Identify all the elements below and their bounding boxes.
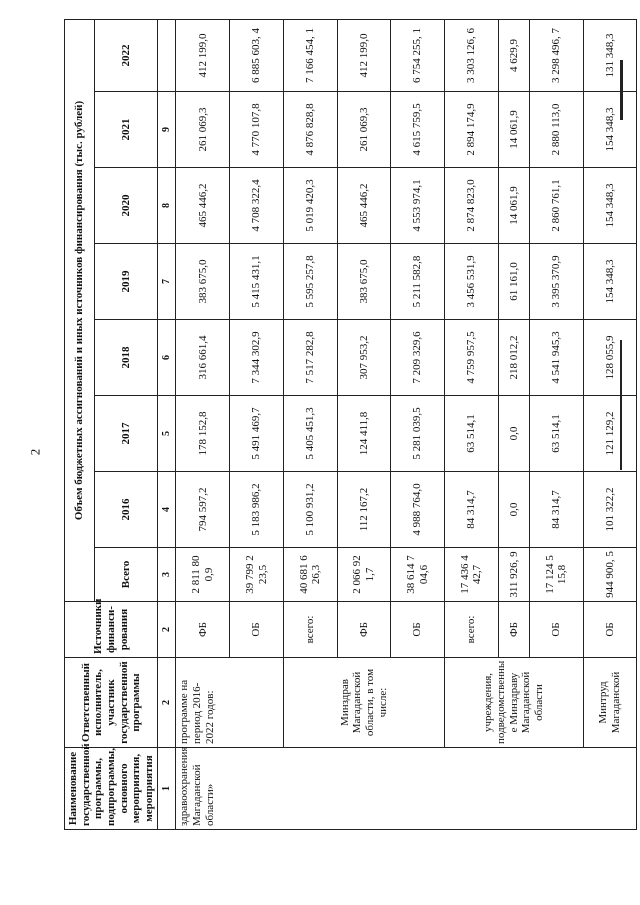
- value-cell: 4 708 322,4: [230, 168, 284, 244]
- total-cell: 2 811 80 0,9: [176, 548, 230, 602]
- total-cell: 17 124 5 15,8: [529, 548, 583, 602]
- header-year: 2016: [95, 472, 158, 548]
- value-cell: 5 019 420,3: [283, 168, 337, 244]
- table-row: [583, 19, 637, 829]
- value-cell: 121 129,2: [583, 396, 637, 472]
- value-cell: 128 055,9: [583, 320, 637, 396]
- header-executor: Ответственный исполнитель, участник государственной программы: [65, 658, 158, 748]
- colnum: 1: [158, 748, 176, 830]
- table-row: [283, 19, 337, 829]
- value-cell: 412 199,0: [337, 19, 391, 91]
- source-cell: всего:: [445, 602, 499, 658]
- colnum: 2: [158, 658, 176, 748]
- value-cell: 154 348,3: [583, 92, 637, 168]
- header-year: 2020: [95, 168, 158, 244]
- value-cell: 5 595 257,8: [283, 244, 337, 320]
- header-year: 2018: [95, 320, 158, 396]
- value-cell: 5 211 582,8: [391, 244, 445, 320]
- value-cell: 465 446,2: [337, 168, 391, 244]
- value-cell: 4 770 107,8: [230, 92, 284, 168]
- source-cell: ОБ: [230, 602, 284, 658]
- source-cell: ФБ: [176, 602, 230, 658]
- table-row: [445, 19, 499, 829]
- page-number: 2: [27, 448, 43, 456]
- value-cell: 7 517 282,8: [283, 320, 337, 396]
- value-cell: 307 953,2: [337, 320, 391, 396]
- source-cell: ОБ: [583, 602, 637, 658]
- value-cell: 61 161,0: [498, 244, 529, 320]
- total-cell: 38 614 7 04,6: [391, 548, 445, 602]
- colnum: 7: [158, 244, 176, 320]
- value-cell: 84 314,7: [529, 472, 583, 548]
- value-cell: 2 860 761,1: [529, 168, 583, 244]
- value-cell: 4 629,9: [498, 19, 529, 91]
- value-cell: 154 348,3: [583, 244, 637, 320]
- value-cell: 4 541 945,3: [529, 320, 583, 396]
- value-cell: 63 514,1: [445, 396, 499, 472]
- value-cell: 14 061,9: [498, 92, 529, 168]
- colnum: 5: [158, 396, 176, 472]
- value-cell: 383 675,0: [337, 244, 391, 320]
- rotated-table-wrapper: [64, 20, 623, 830]
- value-cell: 4 988 764,0: [391, 472, 445, 548]
- header-volume: Объем бюджетных ассигнований и иных источников финансирования (тыс. рублей): [65, 19, 95, 601]
- value-cell: 0,0: [498, 396, 529, 472]
- table-row: [176, 19, 230, 829]
- value-cell: 0,0: [498, 472, 529, 548]
- header-total: Всего: [95, 548, 158, 602]
- value-cell: 7 209 329,6: [391, 320, 445, 396]
- value-cell: 5 415 431,1: [230, 244, 284, 320]
- total-cell: 17 436 4 42,7: [445, 548, 499, 602]
- executor-cell: учреждения, подведомственны е Минздраву Магаданской области: [445, 658, 584, 748]
- value-cell: 2 880 113,0: [529, 92, 583, 168]
- value-cell: 124 411,8: [337, 396, 391, 472]
- total-cell: 944 900, 5: [583, 548, 637, 602]
- colnum: 2: [158, 602, 176, 658]
- total-cell: 311 926, 9: [498, 548, 529, 602]
- value-cell: 4 615 759,5: [391, 92, 445, 168]
- source-cell: ОБ: [391, 602, 445, 658]
- executor-cell: программе на период 2016-2022 годов:: [176, 658, 283, 748]
- value-cell: 84 314,7: [445, 472, 499, 548]
- value-cell: 3 456 531,9: [445, 244, 499, 320]
- value-cell: 383 675,0: [176, 244, 230, 320]
- header-source: Источники финанси-рования: [65, 602, 158, 658]
- value-cell: 5 405 451,3: [283, 396, 337, 472]
- value-cell: 178 152,8: [176, 396, 230, 472]
- value-cell: 4 759 957,5: [445, 320, 499, 396]
- value-cell: 261 069,3: [337, 92, 391, 168]
- value-cell: 112 167,2: [337, 472, 391, 548]
- executor-cell: Минздрав Магаданской области, в том числе:: [283, 658, 444, 748]
- program-name: здравоохранения Магаданской области»: [176, 748, 637, 830]
- value-cell: 7 166 454, 1: [283, 19, 337, 91]
- source-cell: ФБ: [337, 602, 391, 658]
- header-year: 2022: [95, 19, 158, 91]
- value-cell: 5 281 039,5: [391, 396, 445, 472]
- value-cell: 412 199,0: [176, 19, 230, 91]
- colnum: 3: [158, 548, 176, 602]
- value-cell: 6 754 255, 1: [391, 19, 445, 91]
- header-year: 2021: [95, 92, 158, 168]
- executor-cell: Минтруд Магаданской: [583, 658, 637, 748]
- source-cell: ОБ: [529, 602, 583, 658]
- value-cell: 3 395 370,9: [529, 244, 583, 320]
- colnum: 9: [158, 92, 176, 168]
- source-cell: всего:: [283, 602, 337, 658]
- value-cell: 5 100 931,2: [283, 472, 337, 548]
- value-cell: 14 061,9: [498, 168, 529, 244]
- value-cell: 4 553 974,1: [391, 168, 445, 244]
- value-cell: 5 491 469,7: [230, 396, 284, 472]
- value-cell: 218 012,2: [498, 320, 529, 396]
- value-cell: 2 894 174,9: [445, 92, 499, 168]
- total-cell: 2 066 92 1,7: [337, 548, 391, 602]
- financing-table: [64, 19, 637, 830]
- value-cell: 316 661,4: [176, 320, 230, 396]
- colnum: [158, 19, 176, 91]
- value-cell: 3 303 126, 6: [445, 19, 499, 91]
- total-cell: 39 799 2 23,5: [230, 548, 284, 602]
- value-cell: 2 874 823,0: [445, 168, 499, 244]
- value-cell: 5 183 986,2: [230, 472, 284, 548]
- value-cell: 131 348,3: [583, 19, 637, 91]
- value-cell: 4 876 828,8: [283, 92, 337, 168]
- colnum: 6: [158, 320, 176, 396]
- value-cell: 7 344 302,9: [230, 320, 284, 396]
- total-cell: 40 681 6 26,3: [283, 548, 337, 602]
- value-cell: 154 348,3: [583, 168, 637, 244]
- value-cell: 261 069,3: [176, 92, 230, 168]
- value-cell: 794 597,2: [176, 472, 230, 548]
- value-cell: 63 514,1: [529, 396, 583, 472]
- header-year: 2017: [95, 396, 158, 472]
- header-name: Наименование государственной программы, подпрограммы, основного мероприятия, мероприятия: [65, 748, 158, 830]
- value-cell: 3 298 496, 7: [529, 19, 583, 91]
- colnum: 4: [158, 472, 176, 548]
- value-cell: 465 446,2: [176, 168, 230, 244]
- value-cell: 6 885 603, 4: [230, 19, 284, 91]
- value-cell: 101 322,2: [583, 472, 637, 548]
- source-cell: ФБ: [498, 602, 529, 658]
- header-year: 2019: [95, 244, 158, 320]
- colnum: 8: [158, 168, 176, 244]
